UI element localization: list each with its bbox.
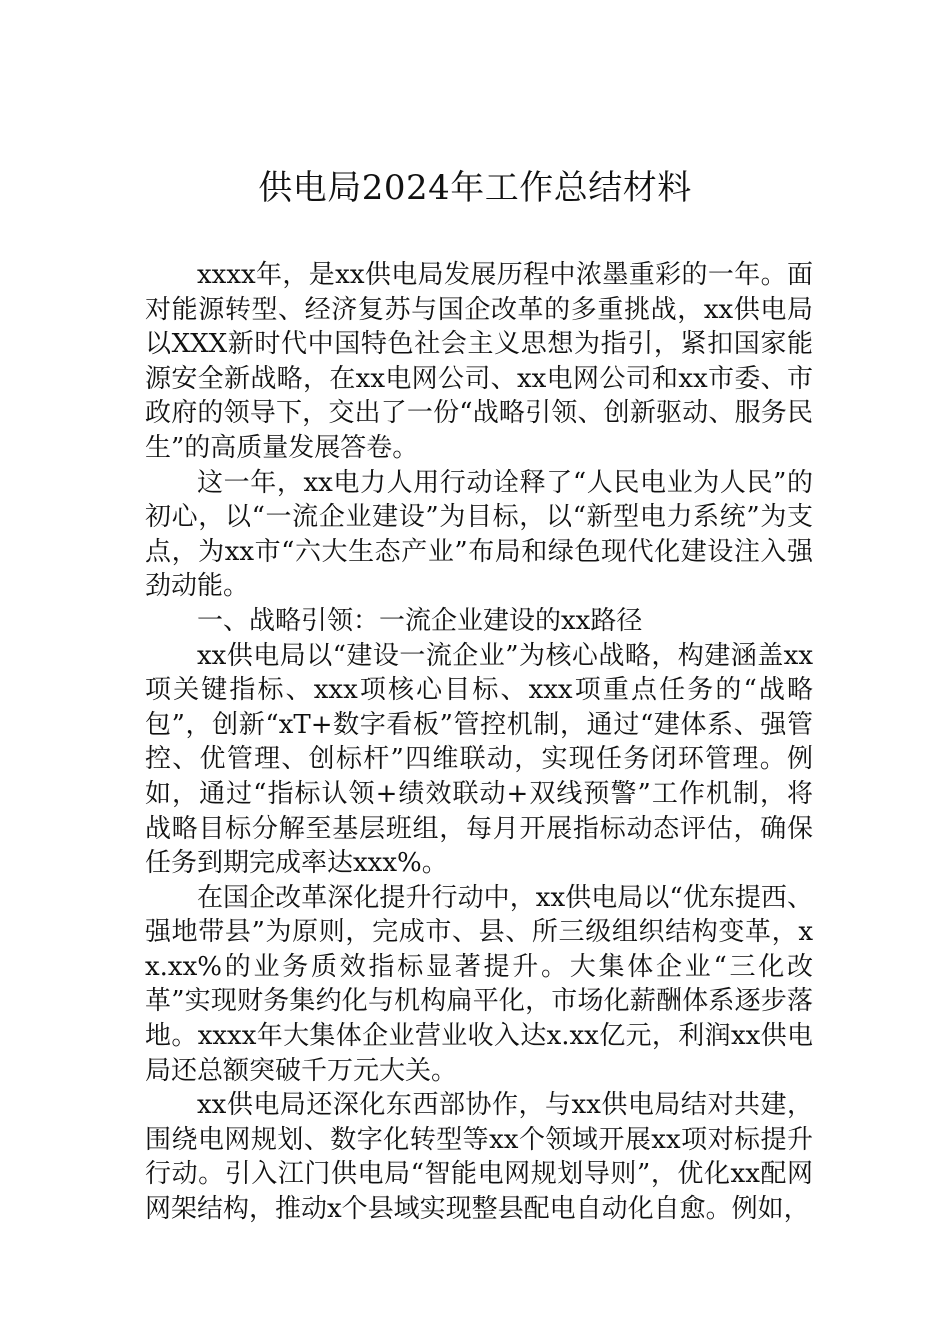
document-title: 供电局2024年工作总结材料 <box>258 168 692 208</box>
section-heading-strategy: 一、战略引领：一流企业建设的xx路径 <box>197 605 643 636</box>
paragraph-cooperation: xx供电局还深化东西部协作，与xx供电局结对共建，围绕电网规划、数字化转型等xx个领域开展xx项对标提升行动。引入江门供电局“智能电网规划导则”，优化xx配网网架结构，推动x个县域实现整县配电自动化自愈。例如， <box>145 1090 813 1225</box>
document-body <box>145 258 813 1227</box>
paragraph-intro: xxxx年，是xx供电局发展历程中浓墨重彩的一年。面对能源转型、经济复苏与国企改革的多重挑战，xx供电局以XXX新时代中国特色社会主义思想为指引，紧扣国家能源安全新战略，在xx电网公司、xx电网公司和xx市委、市政府的领导下，交出了一份“战略引领、创新驱动、服务民生”的高质量发展答卷。 <box>145 260 813 463</box>
paragraph-reform: 在国企改革深化提升行动中，xx供电局以“优东提西、强地带县”为原则，完成市、县、所三级组织结构变革，xx.xx%的业务质效指标显著提升。大集体企业“三化改革”实现财务集约化与机构扁平化，市场化薪酬体系逐步落地。xxxx年大集体企业营业收入达x.xx亿元，利润xx供电局还总额突破千万元大关。 <box>145 882 813 1086</box>
paragraph-strategy: xx供电局以“建设一流企业”为核心战略，构建涵盖xx项关键指标、xxx项核心目标、xxx项重点任务的“战略包”，创新“xT+数字看板”管控机制，通过“建体系、强管控、优管理、创标杆”四维联动，实现任务闭环管理。例如，通过“指标认领+绩效联动+双线预警”工作机制，将战略目标分解至基层班组，每月开展指标动态评估，确保任务到期完成率达xxx%。 <box>145 640 813 879</box>
paragraph-mission: 这一年，xx电力人用行动诠释了“人民电业为人民”的初心，以“一流企业建设”为目标，以“新型电力系统”为支点，为xx市“六大生态产业”布局和绿色现代化建设注入强劲动能。 <box>145 467 813 602</box>
